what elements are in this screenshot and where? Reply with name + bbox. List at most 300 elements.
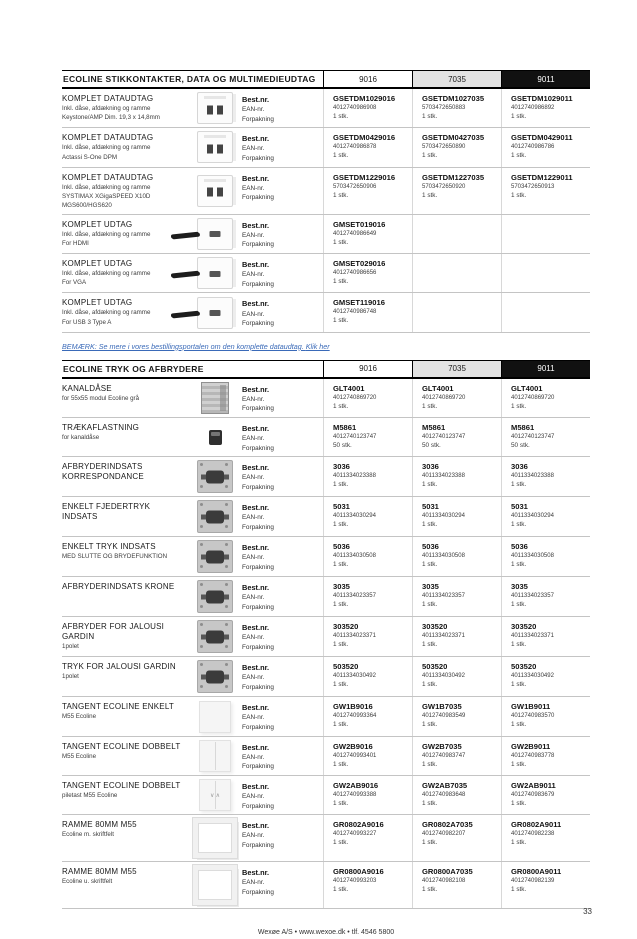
ean-nr-value: 4011334023388 <box>333 473 376 480</box>
product-description-cell <box>62 254 188 292</box>
field-label: Best.nr. <box>242 95 270 104</box>
best-nr-value: 5031 <box>511 502 528 512</box>
product-title: KOMPLET UDTAG <box>62 298 133 308</box>
field-label: Best.nr. <box>242 742 270 752</box>
product-image-cell <box>188 697 242 735</box>
note-row <box>62 339 590 353</box>
product-subtitle: For HDMI <box>62 240 89 248</box>
table-row <box>62 418 590 457</box>
best-nr-value: 503520 <box>333 662 359 672</box>
table-row <box>62 457 590 497</box>
product-description-cell <box>62 737 188 775</box>
best-nr-value: 3035 <box>422 582 439 592</box>
product-description-cell <box>62 815 188 861</box>
product-variant-cell <box>501 497 590 536</box>
field-label: Forpakning <box>242 405 274 413</box>
field-label: EAN-nr. <box>242 554 265 562</box>
field-label: Best.nr. <box>242 173 270 183</box>
field-labels-cell <box>242 617 323 656</box>
product-title: TANGENT ECOLINE ENKELT <box>62 702 174 712</box>
best-nr-value: 5031 <box>333 502 350 512</box>
forpakning-value: 1 stk. <box>333 681 349 689</box>
product-variant-cell <box>412 862 501 908</box>
product-variant-cell <box>323 815 412 861</box>
product-description-cell <box>62 418 188 456</box>
forpakning-value: 1 stk. <box>333 641 349 649</box>
forpakning-value: 1 stk. <box>333 886 349 894</box>
product-image-cell <box>188 215 242 253</box>
best-nr-value: 3035 <box>333 582 350 592</box>
product-variant-cell <box>501 457 590 496</box>
ean-nr-value: 4012740993364 <box>333 713 377 720</box>
mechanism-product-image <box>197 660 233 693</box>
cable-product-image <box>197 297 233 329</box>
product-subtitle: For VGA <box>62 279 87 287</box>
ean-nr-value: 4011334023357 <box>511 593 554 600</box>
product-variant-cell <box>323 457 412 496</box>
field-labels-cell <box>242 577 323 616</box>
field-label: Best.nr. <box>242 424 270 434</box>
mechanism-product-image <box>197 580 233 613</box>
best-nr-value: 5036 <box>511 542 528 552</box>
product-image-cell <box>188 89 242 127</box>
best-nr-value: GR0800A7035 <box>422 867 473 877</box>
field-label: EAN-nr. <box>242 879 265 887</box>
product-subtitle: MGS600/HGS620 <box>62 202 112 210</box>
tangent2-product-image <box>199 740 231 772</box>
product-title: AFBRYDERINDSATS KRONE <box>62 582 175 592</box>
tangent2a-product-image <box>199 779 231 811</box>
product-subtitle: MED SLUTTE OG BRYDEFUNKTION <box>62 553 168 561</box>
field-label: Best.nr. <box>242 503 270 513</box>
forpakning-value: 1 stk. <box>511 521 527 529</box>
note-link[interactable] <box>62 342 330 351</box>
product-variant-cell <box>501 737 590 775</box>
forpakning-value: 1 stk. <box>422 839 438 847</box>
best-nr-value: GLT4001 <box>333 383 365 393</box>
table-row <box>62 89 590 128</box>
product-subtitle: M55 Ecoline <box>62 713 97 721</box>
product-description-cell <box>62 379 188 417</box>
product-description-cell <box>62 293 188 331</box>
field-label: Forpakning <box>242 684 274 692</box>
product-image-cell <box>188 457 242 496</box>
best-nr-value: GSETDM0429016 <box>333 133 396 143</box>
product-subtitle: Inkl. dåse, afdækning og ramme <box>62 309 151 317</box>
ean-nr-value: 4012740123747 <box>511 433 555 440</box>
ean-nr-value: 4011334023371 <box>333 633 376 640</box>
table-row <box>62 577 590 617</box>
product-image-cell <box>188 537 242 576</box>
forpakning-value: 1 stk. <box>333 481 349 489</box>
product-variant-cell <box>412 697 501 735</box>
product-variant-cell <box>501 697 590 735</box>
table-row <box>62 497 590 537</box>
product-variant-cell <box>412 128 501 166</box>
product-variant-cell <box>323 537 412 576</box>
field-label: Best.nr. <box>242 384 270 394</box>
product-subtitle: for 55x55 modul Ecoline grå <box>62 394 140 402</box>
field-label: Best.nr. <box>242 543 270 553</box>
product-variant-cell <box>412 815 501 861</box>
forpakning-value: 1 stk. <box>333 760 349 768</box>
field-label: Best.nr. <box>242 260 270 270</box>
product-variant-cell <box>323 776 412 814</box>
product-image-cell <box>188 577 242 616</box>
ean-nr-value: 4012740982139 <box>511 878 555 885</box>
product-title: TRYK FOR JALOUSI GARDIN <box>62 662 176 672</box>
field-labels-cell <box>242 215 323 253</box>
product-variant-cell <box>501 379 590 417</box>
product-variant-cell <box>323 215 412 253</box>
field-labels-cell <box>242 497 323 536</box>
ean-nr-value: 5703472650913 <box>511 183 555 190</box>
forpakning-value: 1 stk. <box>422 521 438 529</box>
field-label: Best.nr. <box>242 821 270 831</box>
mechanism-product-image <box>197 500 233 533</box>
product-variant-cell <box>501 617 590 656</box>
table-row <box>62 293 590 332</box>
best-nr-value: GW1B7035 <box>422 702 462 712</box>
forpakning-value: 1 stk. <box>333 112 349 120</box>
table-row <box>62 379 590 418</box>
product-description-cell <box>62 168 188 214</box>
ean-nr-value: 4012740869720 <box>511 394 555 401</box>
product-variant-cell <box>412 379 501 417</box>
forpakning-value: 50 stk. <box>422 441 441 449</box>
field-labels-cell <box>242 379 323 417</box>
table-row <box>62 697 590 736</box>
best-nr-value: 303520 <box>333 622 359 632</box>
product-image-cell <box>188 815 242 861</box>
best-nr-value: 5031 <box>422 502 439 512</box>
forpakning-value: 1 stk. <box>422 760 438 768</box>
product-variant-cell <box>501 776 590 814</box>
product-variant-cell <box>412 215 501 253</box>
product-title: KANALDÅSE <box>62 383 112 393</box>
field-labels-cell <box>242 254 323 292</box>
table-stikkontakter-data-multimedieudtag <box>62 70 590 333</box>
ean-nr-value: 4011334023357 <box>422 593 465 600</box>
column-header-9016: 9016 <box>323 361 412 377</box>
field-labels-cell <box>242 168 323 214</box>
product-image-cell <box>188 657 242 696</box>
ean-nr-value: 4012740986908 <box>333 104 377 111</box>
best-nr-value: GSETDM1029016 <box>333 94 396 103</box>
field-label: Best.nr. <box>242 663 270 673</box>
product-variant-cell <box>412 776 501 814</box>
product-title: KOMPLET DATAUDTAG <box>62 172 154 182</box>
best-nr-value: GW2B9016 <box>333 741 373 751</box>
field-label: EAN-nr. <box>242 634 265 642</box>
product-title: KOMPLET DATAUDTAG <box>62 133 154 143</box>
best-nr-value: 3036 <box>511 462 528 472</box>
table-row <box>62 537 590 577</box>
product-title: AFBRYDERINDSATS KORRESPONDANCE <box>62 462 144 482</box>
forpakning-value: 1 stk. <box>422 681 438 689</box>
best-nr-value: GR0800A9011 <box>511 867 562 877</box>
forpakning-value: 1 stk. <box>422 112 438 120</box>
field-label: EAN-nr. <box>242 310 265 318</box>
table-row <box>62 617 590 657</box>
field-labels-cell <box>242 128 323 166</box>
forpakning-value: 50 stk. <box>511 441 530 449</box>
best-nr-value: 5036 <box>422 542 439 552</box>
best-nr-value: GSETDM0429011 <box>511 133 573 143</box>
forpakning-value: 1 stk. <box>511 641 527 649</box>
product-image-cell <box>188 418 242 456</box>
ean-nr-value: 4011334023371 <box>422 633 465 640</box>
ean-nr-value: 4011334030294 <box>422 513 465 520</box>
field-labels-cell <box>242 457 323 496</box>
ean-nr-value: 5703472650920 <box>422 183 466 190</box>
ean-nr-value: 4012740982207 <box>422 831 466 838</box>
table-tryk-og-afbrydere <box>62 360 590 910</box>
product-title: KOMPLET DATAUDTAG <box>62 94 154 103</box>
ean-nr-value: 4012740986786 <box>511 144 555 151</box>
forpakning-value: 1 stk. <box>333 317 349 325</box>
forpakning-value: 1 stk. <box>333 839 349 847</box>
footer-text: Wexøe A/S • www.wexoe.dk • tlf. 4546 5800 <box>257 929 395 937</box>
product-subtitle: 1polet <box>62 643 79 651</box>
best-nr-value: GW1B9016 <box>333 702 373 712</box>
product-image-cell <box>188 862 242 908</box>
best-nr-value: GR0800A9016 <box>333 867 384 877</box>
kanaldase-product-image <box>201 382 229 414</box>
column-header-9016: 9016 <box>323 71 412 87</box>
best-nr-value: GR0802A7035 <box>422 820 473 830</box>
product-description-cell <box>62 457 188 496</box>
table-row <box>62 737 590 776</box>
product-description-cell <box>62 577 188 616</box>
field-labels-cell <box>242 657 323 696</box>
product-subtitle: M55 Ecoline <box>62 752 97 760</box>
field-labels-cell <box>242 862 323 908</box>
product-subtitle: Inkl. dåse, afdækning og ramme <box>62 144 151 152</box>
forpakning-value: 1 stk. <box>333 799 349 807</box>
ean-nr-value: 4012740982108 <box>422 878 466 885</box>
field-label: Best.nr. <box>242 134 270 144</box>
table-row <box>62 254 590 293</box>
field-label: EAN-nr. <box>242 674 265 682</box>
field-label: Forpakning <box>242 604 274 612</box>
product-subtitle: 1polet <box>62 673 79 681</box>
forpakning-value: 1 stk. <box>511 152 527 160</box>
field-label: EAN-nr. <box>242 832 265 840</box>
field-labels-cell <box>242 537 323 576</box>
ean-nr-value: 4012740123747 <box>333 433 377 440</box>
product-subtitle: SYSTIMAX XGigaSPEED X10D <box>62 193 151 201</box>
product-subtitle: Inkl. dåse, afdækning og ramme <box>62 230 151 238</box>
ean-nr-value: 4012740869720 <box>333 394 377 401</box>
field-label: EAN-nr. <box>242 793 265 801</box>
best-nr-value: GMSET019016 <box>333 219 386 229</box>
product-variant-cell <box>501 128 590 166</box>
cable-product-image <box>197 218 233 250</box>
table-row <box>62 215 590 254</box>
best-nr-value: M5861 <box>511 423 535 433</box>
field-label: EAN-nr. <box>242 714 265 722</box>
field-label: EAN-nr. <box>242 395 265 403</box>
field-label: Forpakning <box>242 280 274 288</box>
forpakning-value: 1 stk. <box>422 799 438 807</box>
ean-nr-value: 4011334023388 <box>422 473 465 480</box>
best-nr-value: GMSET119016 <box>333 298 385 308</box>
product-subtitle: Inkl. dåse, afdækning og ramme <box>62 105 151 112</box>
product-description-cell <box>62 89 188 127</box>
ean-nr-value: 4012740993388 <box>333 791 377 798</box>
table-row <box>62 862 590 909</box>
socket-product-image <box>197 175 233 207</box>
ean-nr-value: 4011334030294 <box>333 513 376 520</box>
ean-nr-value: 4012740983679 <box>511 791 555 798</box>
product-image-cell <box>188 168 242 214</box>
forpakning-value: 1 stk. <box>333 238 349 246</box>
ean-nr-value: 4011334030294 <box>511 513 554 520</box>
product-subtitle: Ecoline m. skriftfelt <box>62 831 114 839</box>
forpakning-value: 50 stk. <box>333 441 352 449</box>
product-variant-cell <box>412 537 501 576</box>
ean-nr-value: 4012740986656 <box>333 269 377 276</box>
product-variant-cell <box>323 577 412 616</box>
product-variant-cell <box>323 254 412 292</box>
best-nr-value: GR0802A9011 <box>511 820 562 830</box>
best-nr-value: GSETDM1227035 <box>422 172 485 182</box>
mechanism-product-image <box>197 460 233 493</box>
tangent1-product-image <box>199 701 231 733</box>
field-label: Forpakning <box>242 484 274 492</box>
ean-nr-value: 4011334023357 <box>333 593 376 600</box>
ean-nr-value: 5703472650890 <box>422 144 466 151</box>
ean-nr-value: 4011334030508 <box>333 553 376 560</box>
ean-nr-value: 4012740982238 <box>511 831 555 838</box>
best-nr-value: GSETDM1229011 <box>511 172 573 182</box>
field-label: EAN-nr. <box>242 474 265 482</box>
forpakning-value: 1 stk. <box>333 721 349 729</box>
product-subtitle: Inkl. dåse, afdækning og ramme <box>62 270 151 278</box>
forpakning-value: 1 stk. <box>422 481 438 489</box>
forpakning-value: 1 stk. <box>511 799 527 807</box>
field-labels-cell <box>242 293 323 331</box>
best-nr-value: 303520 <box>511 622 537 632</box>
ean-nr-value: 4012740986748 <box>333 309 377 316</box>
product-variant-cell <box>323 697 412 735</box>
field-label: Forpakning <box>242 524 274 532</box>
ean-nr-value: 4011334030492 <box>333 673 376 680</box>
field-labels-cell <box>242 418 323 456</box>
column-header-9011: 9011 <box>501 71 590 87</box>
ean-nr-value: 4012740993203 <box>333 878 377 885</box>
forpakning-value: 1 stk. <box>511 886 527 894</box>
field-label: Forpakning <box>242 194 274 202</box>
field-label: EAN-nr. <box>242 106 265 114</box>
field-label: Forpakning <box>242 564 274 572</box>
best-nr-value: GW1B9011 <box>511 702 551 712</box>
best-nr-value: GLT4001 <box>511 383 543 393</box>
field-label: Best.nr. <box>242 463 270 473</box>
product-variant-cell <box>323 862 412 908</box>
product-variant-cell <box>323 737 412 775</box>
product-variant-cell <box>501 862 590 908</box>
note-text: BEMÆRK: Se mere i vores bestillingsportalen om den komplette dataudtag. <box>62 341 306 351</box>
field-label: EAN-nr. <box>242 753 265 761</box>
field-label: Forpakning <box>242 320 274 328</box>
product-variant-cell <box>501 168 590 214</box>
best-nr-value: GSETDM1029011 <box>511 94 573 103</box>
forpakning-value: 1 stk. <box>422 402 438 410</box>
table-row <box>62 128 590 167</box>
forpakning-value: 1 stk. <box>511 481 527 489</box>
product-variant-cell <box>412 89 501 127</box>
best-nr-value: 5036 <box>333 542 350 552</box>
clamp-product-image <box>209 430 222 445</box>
forpakning-value: 1 stk. <box>511 601 527 609</box>
product-subtitle: Keystone/AMP Dim. 19,3 x 14,8mm <box>62 114 160 122</box>
product-variant-cell <box>412 657 501 696</box>
field-label: Best.nr. <box>242 703 270 713</box>
ean-nr-value: 4012740983549 <box>422 713 466 720</box>
forpakning-value: 1 stk. <box>333 277 349 285</box>
field-labels-cell <box>242 776 323 814</box>
field-label: Forpakning <box>242 889 274 897</box>
forpakning-value: 1 stk. <box>422 641 438 649</box>
ean-nr-value: 4012740983747 <box>422 752 466 759</box>
best-nr-value: GMSET029016 <box>333 259 386 269</box>
forpakning-value: 1 stk. <box>511 191 527 199</box>
field-labels-cell <box>242 737 323 775</box>
field-label: EAN-nr. <box>242 145 265 153</box>
ean-nr-value: 4012740869720 <box>422 394 466 401</box>
page-footer <box>62 907 592 939</box>
forpakning-value: 1 stk. <box>511 561 527 569</box>
field-label: EAN-nr. <box>242 435 265 443</box>
forpakning-value: 1 stk. <box>333 521 349 529</box>
product-variant-cell <box>501 215 590 253</box>
ean-nr-value: 4012740993227 <box>333 831 377 838</box>
ean-nr-value: 4012740986878 <box>333 144 377 151</box>
product-variant-cell <box>501 89 590 127</box>
product-image-cell <box>188 293 242 331</box>
forpakning-value: 1 stk. <box>422 191 438 199</box>
product-variant-cell <box>323 293 412 331</box>
product-variant-cell <box>323 657 412 696</box>
product-image-cell <box>188 776 242 814</box>
field-label: Forpakning <box>242 724 274 732</box>
note-klik-her-link: Klik her <box>305 341 330 351</box>
field-label: Forpakning <box>242 155 274 163</box>
field-label: Forpakning <box>242 763 274 771</box>
product-variant-cell <box>501 293 590 331</box>
best-nr-value: GW2AB9016 <box>333 781 379 791</box>
forpakning-value: 1 stk. <box>511 681 527 689</box>
forpakning-value: 1 stk. <box>511 839 527 847</box>
product-variant-cell <box>412 168 501 214</box>
table-title: ECOLINE TRYK OG AFBRYDERE <box>63 363 204 374</box>
product-title: ENKELT FJEDERTRYK INDSATS <box>62 502 151 522</box>
ean-nr-value: 4011334030492 <box>422 673 465 680</box>
forpakning-value: 1 stk. <box>333 402 349 410</box>
column-header-7035: 7035 <box>412 361 501 377</box>
product-image-cell <box>188 617 242 656</box>
product-description-cell <box>62 657 188 696</box>
ean-nr-value: 4012740986649 <box>333 230 377 237</box>
forpakning-value: 1 stk. <box>422 886 438 894</box>
best-nr-value: 503520 <box>511 662 537 672</box>
product-description-cell <box>62 697 188 735</box>
forpakning-value: 1 stk. <box>422 152 438 160</box>
forpakning-value: 1 stk. <box>333 191 349 199</box>
forpakning-value: 1 stk. <box>511 760 527 768</box>
